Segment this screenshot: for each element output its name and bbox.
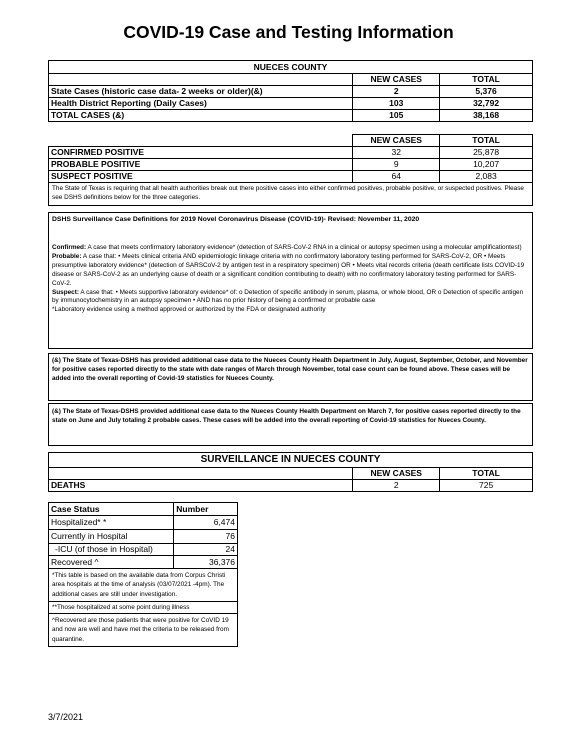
row-new: 103 xyxy=(353,98,440,110)
definition-probable xyxy=(52,253,529,288)
row-value: 76 xyxy=(174,530,238,544)
row-label: -ICU (of those in Hospital) xyxy=(49,544,174,556)
row-label: Health District Reporting (Daily Cases) xyxy=(49,98,353,110)
probable-label: Probable: xyxy=(52,253,82,261)
row-label: PROBABLE POSITIVE xyxy=(49,159,353,171)
county-cases-table xyxy=(48,60,533,122)
state-data-note-1: (&) The State of Texas-DSHS has provided additional case data to the Nueces County Health Department in July, August, September, October, and November for positive cases reported directly to the state with date ranges of March through November, total case count can be found above. These cases will be added into the overall reporting of Covid-19 statistics for Nueces County. xyxy=(48,353,533,401)
definitions-box xyxy=(48,212,533,349)
table-row xyxy=(49,544,238,556)
confirmed-text: A case that meets confirmatory laboratory evidence* (detection of SARS-CoV-2 RNA in a clinical or autopsy specimen using a molecular amplificationtest) xyxy=(86,244,522,252)
row-new: 64 xyxy=(353,171,440,183)
col-new-cases: NEW CASES xyxy=(353,74,440,86)
definitions-footnote: *Laboratory evidence using a method approved or authorized by the FDA or designated authority xyxy=(52,306,326,314)
deaths-new: 2 xyxy=(353,480,440,492)
row-label: Currently in Hospital xyxy=(49,530,174,544)
confirmed-label: Confirmed: xyxy=(52,244,87,252)
row-value: 24 xyxy=(174,544,238,556)
row-total: 5,376 xyxy=(440,86,533,98)
table-row xyxy=(49,159,533,171)
row-total: 32,792 xyxy=(440,98,533,110)
row-new: 105 xyxy=(353,110,440,122)
row-label: State Cases (historic case data- 2 weeks or older)(&) xyxy=(49,86,353,98)
table-row xyxy=(49,171,533,183)
case-status-table xyxy=(48,502,238,647)
deaths-label: DEATHS xyxy=(49,480,353,492)
table-row xyxy=(49,110,533,122)
surveillance-table xyxy=(48,452,533,492)
report-date: 3/7/2021 xyxy=(48,712,84,722)
table-row xyxy=(49,516,238,530)
row-label: Hospitalized* * xyxy=(49,516,174,530)
state-data-note-2: (&) The State of Texas-DSHS provided additional case data to the Nueces County Health Department on March 7, for positive cases reported directly to the state on June and July totaling 2 probable cases. These cases will be added into the overall reporting of Covid-19 statistics for Nueces County. xyxy=(48,403,533,446)
row-new: 32 xyxy=(353,147,440,159)
probable-text: A case that: • Meets clinical criteria AND epidemiologic linkage criteria with no confirmatory laboratory testing performed for SARS-CoV-2, OR • Meets presumptive laboratory evidence* (detection of SARSCoV-2 by antigen test in a respiratory specimen) OR • Meets vital records criteria (death certificate lists COVID-19 disease or SARS-CoV-2 as an underlying cause of death or a significant condition contributing to death) with no confirmatory laboratory testing performed for SARS-CoV-2. xyxy=(52,253,525,287)
row-label: TOTAL CASES (&) xyxy=(49,110,353,122)
col-number: Number xyxy=(174,503,238,516)
row-new: 2 xyxy=(353,86,440,98)
col-new-cases: NEW CASES xyxy=(353,135,440,147)
county-heading: NUECES COUNTY xyxy=(49,61,533,74)
row-label: SUSPECT POSITIVE xyxy=(49,171,353,183)
surveillance-heading: SURVEILLANCE IN NUECES COUNTY xyxy=(49,453,533,468)
status-footnote-2: **Those hospitalized at some point during illness xyxy=(49,601,238,613)
table-row xyxy=(49,480,533,492)
status-footnote-1: *This table is based on the available data from Corpus Christi area hospitals at the time of analysis (03/07/2021 -4pm). The additional cases are still under investigation. xyxy=(49,569,238,602)
definition-confirmed xyxy=(52,244,529,253)
col-new-cases: NEW CASES xyxy=(353,468,440,480)
table-row xyxy=(49,556,238,569)
page-title: COVID-19 Case and Testing Information xyxy=(123,22,454,42)
status-footnote-3: ^Recovered are those patients that were positive for CoVID 19 and now are well and have met the criteria to be released from quarantine. xyxy=(49,614,238,647)
definition-suspect xyxy=(52,289,529,307)
row-label: CONFIRMED POSITIVE xyxy=(49,147,353,159)
row-value: 6,474 xyxy=(174,516,238,530)
row-new: 9 xyxy=(353,159,440,171)
table-row xyxy=(49,147,533,159)
row-total: 25,878 xyxy=(440,147,533,159)
row-label: Recovered ^ xyxy=(49,556,174,569)
definitions-heading: DSHS Surveillance Case Definitions for 2019 Novel Coronavirus Disease (COVID-19)- Revised: November 11, 2020 xyxy=(52,216,420,223)
deaths-total: 725 xyxy=(440,480,533,492)
row-total: 10,207 xyxy=(440,159,533,171)
positive-note: The State of Texas is requiring that all health authorities break out there positive cases into either confirmed positives, probable positive, or suspected positives. Please see DSHS definitions below for the three categories. xyxy=(49,183,533,206)
row-value: 36,376 xyxy=(174,556,238,569)
positive-cases-table xyxy=(48,134,533,206)
table-row xyxy=(49,530,238,544)
suspect-label: Suspect: xyxy=(52,288,79,296)
row-total: 38,168 xyxy=(440,110,533,122)
row-total: 2,083 xyxy=(440,171,533,183)
col-total: TOTAL xyxy=(440,74,533,86)
table-row xyxy=(49,86,533,98)
col-case-status: Case Status xyxy=(49,503,174,516)
table-row xyxy=(49,98,533,110)
suspect-text: A case that: • Meets supportive laboratory evidence* of: o Detection of specific antibody in serum, plasma, or whole blood, OR o Detection of specific antigen by immunocytochemistry in an autopsy specimen • AND has no prior history of being a confirmed or probable case xyxy=(52,288,524,305)
col-total: TOTAL xyxy=(440,135,533,147)
col-total: TOTAL xyxy=(440,468,533,480)
